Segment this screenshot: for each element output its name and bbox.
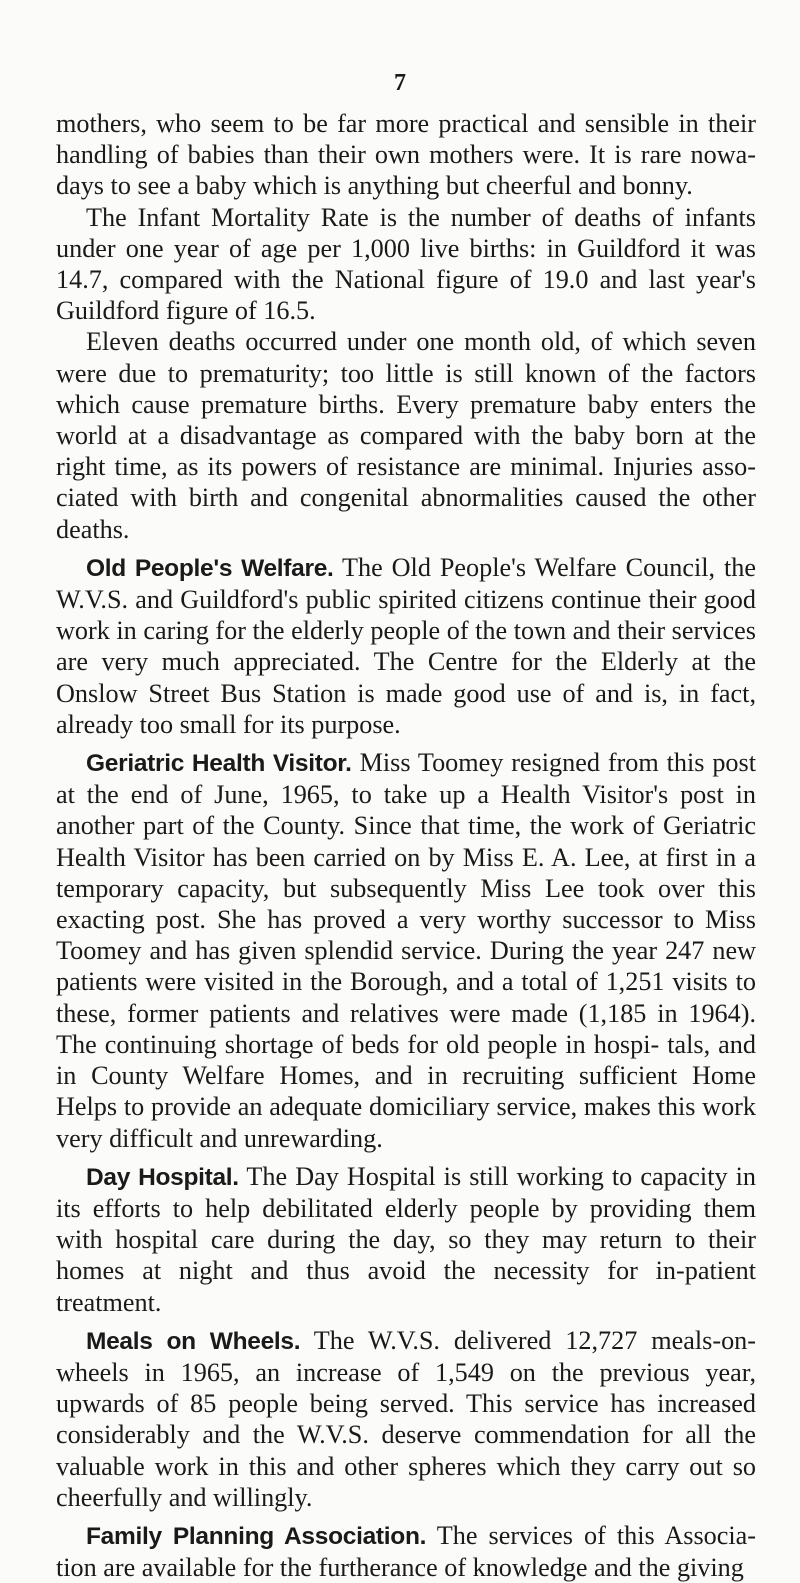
- section-heading: Old People's Welfare.: [86, 554, 334, 582]
- section-heading: Family Planning Association.: [86, 1522, 427, 1550]
- section-heading: Meals on Wheels.: [86, 1327, 301, 1355]
- paragraph-old-peoples-welfare: [56, 552, 756, 740]
- paragraph-mothers: [56, 108, 756, 202]
- paragraph-infant-mortality: [56, 202, 756, 327]
- paragraph-text: The Old People's Welfare Council, the W.V.S. and Guildford's public spirited citizens continue their good work in caring for the elderly people of the town and their services are very much appreciated. The Centre for the Elderly at the Onslow Street Bus Station is made good use of and is, in fact, already too small for its purpose.: [56, 552, 756, 739]
- paragraph-geriatric-health-visitor: [56, 747, 756, 1154]
- paragraph-neonatal-deaths: [56, 326, 756, 544]
- paragraph-day-hospital: [56, 1161, 756, 1318]
- paragraph-text: The Infant Mortality Rate is the number of deaths of infants under one year of age per 1,000 live births: in Guildford it was 14.7, compared with the National figure of 19.0 and last year's Guildford figure of 16.5.: [56, 202, 756, 326]
- paragraph-text: mothers, who seem to be far more practical and sensible in their handling of babies than their own mothers were. It is rare nowa- days to see a baby which is anything but cheerful and bonny.: [56, 109, 756, 201]
- paragraph-text: The Day Hospital is still working to capacity in its efforts to help debilitated elderly people by providing them with hospital care during the day, so they may return to their homes at night and thus avoid the necessity for in-patient treatment.: [56, 1161, 756, 1317]
- page-number: 7: [394, 70, 406, 96]
- section-heading: Geriatric Health Visitor.: [86, 750, 352, 778]
- paragraph-meals-on-wheels: [56, 1325, 756, 1513]
- paragraph-family-planning: [56, 1520, 756, 1583]
- section-heading: Day Hospital.: [86, 1163, 239, 1191]
- paragraph-text: The services of this Associa- tion are available for the furtherance of knowledge and the giving: [56, 1520, 756, 1583]
- paragraph-text: The W.V.S. delivered 12,727 meals-on- wheels in 1965, an increase of 1,549 on the previous year, upwards of 85 people being served. This service has increased considerably and the W.V.S. deserve commendation for all the valuable work in this and other spheres which they carry out so cheerfully and willingly.: [56, 1325, 756, 1512]
- body-text: [56, 108, 756, 1583]
- paragraph-text: Eleven deaths occurred under one month old, of which seven were due to prematurity; too little is still known of the factors which cause premature births. Every premature baby enters the world at a disadvantage as compared with the baby born at the right time, as its powers of resistance are minimal. Injuries asso- ciated with birth and congenital abnormalities caused the other deaths.: [56, 327, 756, 544]
- paragraph-text: Miss Toomey resigned from this post at the end of June, 1965, to take up a Health Visitor's post in another part of the County. Since that time, the work of Geriatric Health Visitor has been carried on by Miss E. A. Lee, at first in a temporary capacity, but subsequently Miss Lee took over this exacting post. She has proved a very worthy successor to Miss Toomey and has given splendid service. During the year 247 new patients were visited in the Borough, and a total of 1,251 visits to these, former patients and relatives were made (1,185 in 1964). The continuing shortage of beds for old people in hospi- tals, and in County Welfare Homes, and in recruiting sufficient Home Helps to provide an adequate domiciliary service, makes this work very difficult and unrewarding.: [56, 748, 756, 1153]
